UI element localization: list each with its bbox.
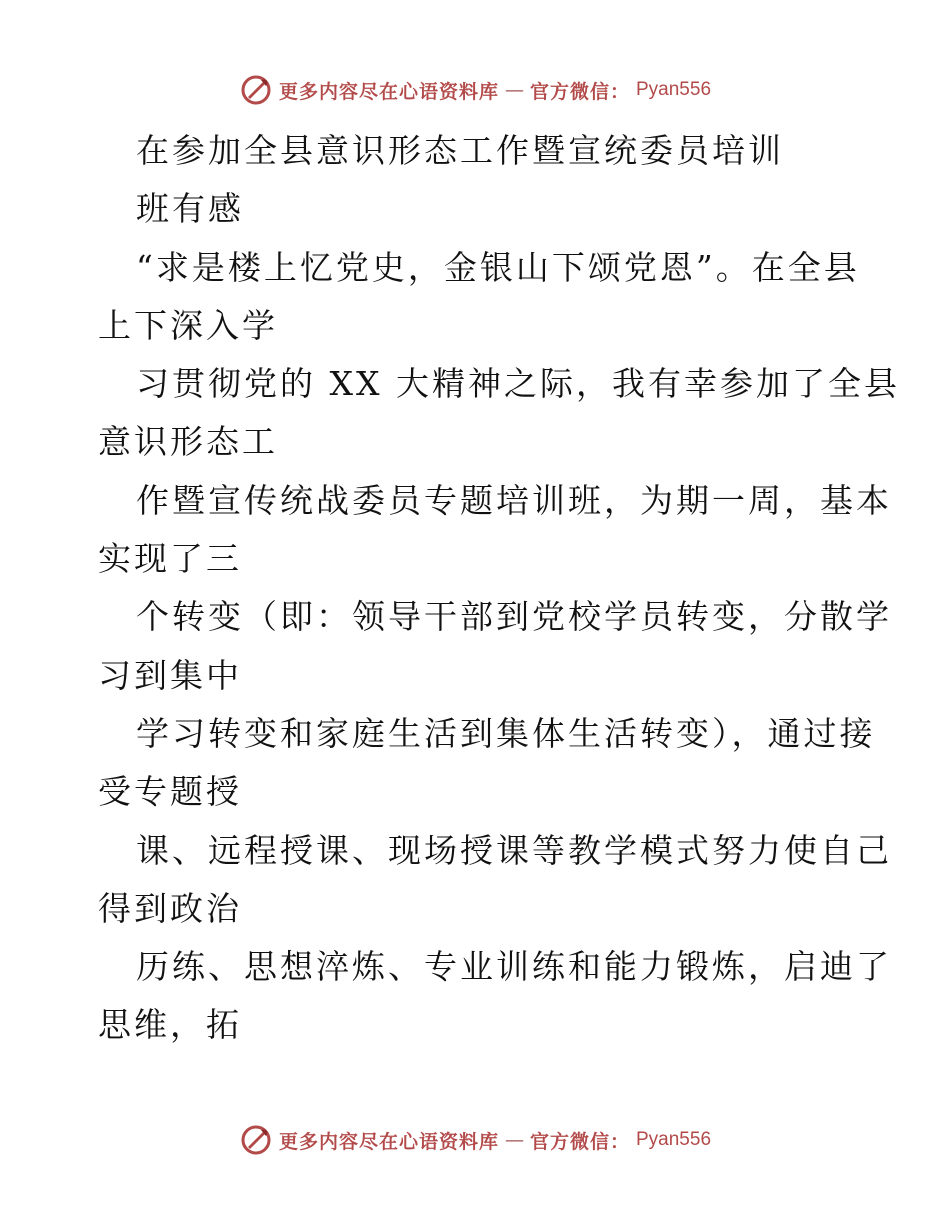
banner-separator: — (504, 1129, 524, 1151)
title-line-2: 班有感 (136, 189, 244, 229)
header-banner (0, 70, 950, 110)
banner-wechat-label: 官方微信： (529, 1130, 630, 1153)
paragraph-line: 习贯彻党的 XX 大精神之际，我有幸参加了全县 (136, 364, 900, 404)
banner-site-text: 更多内容尽在心语资料库 (278, 80, 499, 103)
paragraph-line: 学习转变和家庭生活到集体生活转变），通过接 (136, 713, 876, 753)
feather-pen-logo-icon (239, 1123, 273, 1157)
paragraph-line: 个转变（即：领导干部到党校学员转变，分散学 (136, 597, 892, 637)
paragraph-line: 实现了三 (98, 539, 242, 579)
paragraph-line: 得到政治 (98, 888, 242, 928)
title-line-1: 在参加全县意识形态工作暨宣统委员培训 (136, 131, 784, 170)
banner-wechat-id: Pyan556 (636, 1129, 712, 1150)
paragraph-line: 思维，拓 (98, 1005, 242, 1045)
paragraph-line: 历练、思想淬炼、专业训练和能力锻炼，启迪了 (136, 947, 892, 987)
banner-wechat-id: Pyan556 (636, 79, 712, 100)
document-body (98, 122, 900, 1055)
banner-separator: — (504, 79, 524, 101)
footer-banner (0, 1120, 950, 1160)
paragraph-line: 作暨宣传统战委员专题培训班，为期一周，基本 (136, 480, 892, 520)
paragraph-line: 课、远程授课、现场授课等教学模式努力使自己 (136, 830, 892, 870)
feather-pen-logo-icon (239, 73, 273, 107)
banner-wechat-label: 官方微信： (529, 80, 630, 103)
paragraph-line: 上下深入学 (98, 305, 278, 345)
paragraph-line: 意识形态工 (98, 422, 278, 462)
banner-site-text: 更多内容尽在心语资料库 (278, 1130, 499, 1153)
paragraph-line: “求是楼上忆党史，金银山下颂党恩”。在全县 (136, 247, 860, 287)
paragraph-line: 习到集中 (98, 655, 242, 695)
paragraph-line: 受专题授 (98, 772, 242, 812)
